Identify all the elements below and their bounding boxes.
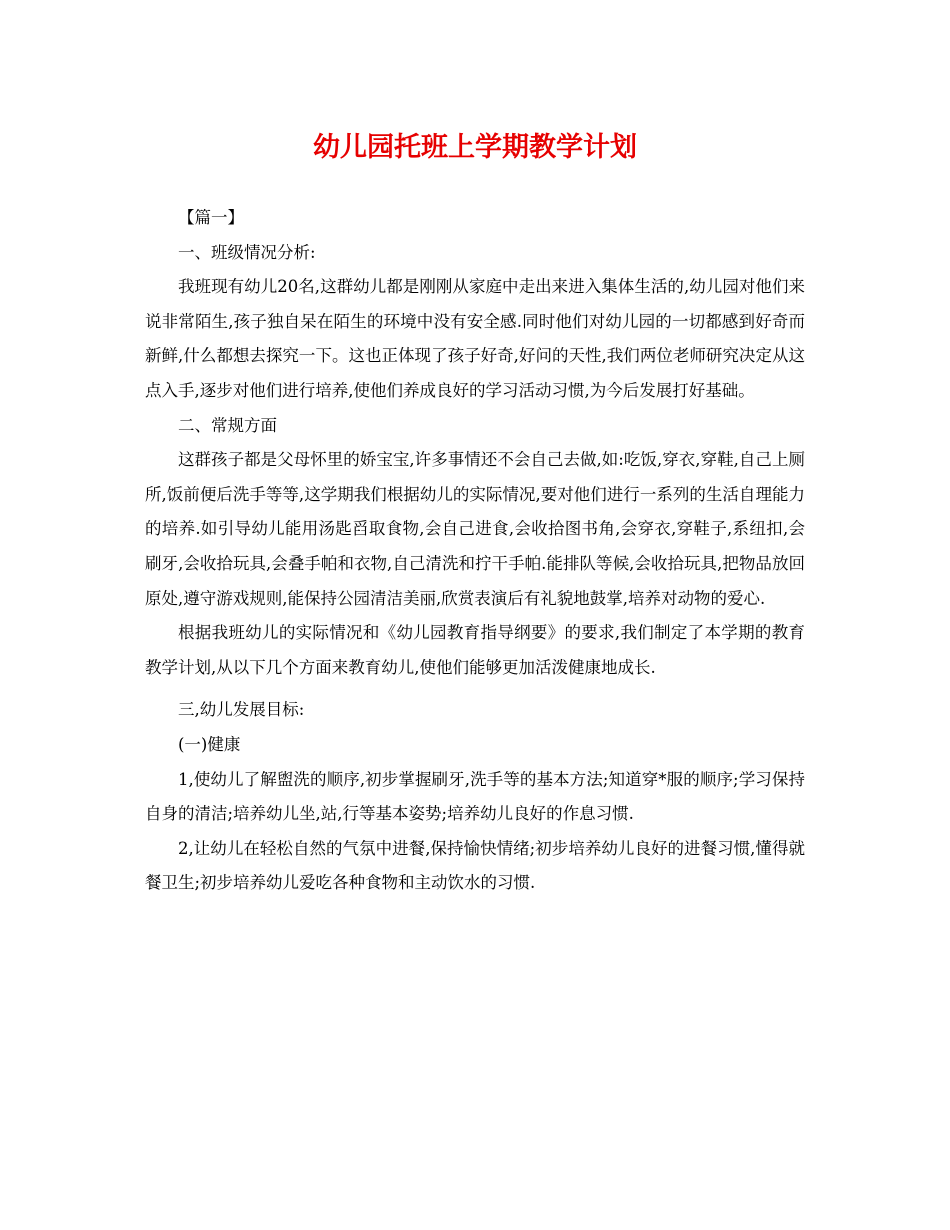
heading-development-goals: 三,幼儿发展目标:	[178, 700, 305, 720]
paragraph-health-2: 2,让幼儿在轻松自然的气氛中进餐,保持愉快情绪;初步培养幼儿良好的进餐习惯,懂得就餐卫生;初步培养幼儿爱吃各种食物和主动饮水的习惯.	[145, 838, 805, 893]
paragraph-health-1: 1,使幼儿了解盥洗的顺序,初步掌握刷牙,洗手等的基本方法;知道穿*服的顺序;学习保持自身的清洁;培养幼儿坐,站,行等基本姿势;培养幼儿良好的作息习惯.	[145, 769, 805, 824]
document-title: 幼儿园托班上学期教学计划	[313, 132, 637, 163]
paragraph-plan-basis: 根据我班幼儿的实际情况和《幼儿园教育指导纲要》的要求,我们制定了本学期的教育教学计划,从以下几个方面来教育幼儿,使他们能够更加活泼健康地成长.	[145, 623, 805, 677]
paragraph-class-analysis: 我班现有幼儿20名,这群幼儿都是刚刚从家庭中走出来进入集体生活的,幼儿园对他们来说非常陌生,孩子独自呆在陌生的环境中没有安全感.同时他们对幼儿园的一切都感到好奇而新鲜,什么都想去探究一下。这也正体现了孩子好奇,好问的天性,我们两位老师研究决定从这点入手,逐步对他们进行培养,使他们养成良好的学习活动习惯,为今后发展打好基础。	[145, 277, 805, 400]
section-label: 【篇一】	[178, 208, 244, 227]
heading-health: (一)健康	[178, 734, 241, 754]
document-body	[145, 201, 805, 901]
heading-class-analysis: 一、班级情况分析:	[178, 242, 316, 262]
paragraph-routine: 这群孩子都是父母怀里的娇宝宝,许多事情还不会自己去做,如:吃饭,穿衣,穿鞋,自己上厕所,饭前便后洗手等等,这学期我们根据幼儿的实际情况,要对他们进行一系列的生活自理能力的培养.如引导幼儿能用汤匙舀取食物,会自己进食,会收拾图书角,会穿衣,穿鞋子,系纽扣,会刷牙,会收拾玩具,会叠手帕和衣物,自己清洗和拧干手帕.能排队等候,会收拾玩具,把物品放回原处,遵守游戏规则,能保持公园清洁美丽,欣赏表演后有礼貌地鼓掌,培养对动物的爱心.	[145, 450, 805, 608]
heading-routine: 二、常规方面	[178, 415, 277, 435]
